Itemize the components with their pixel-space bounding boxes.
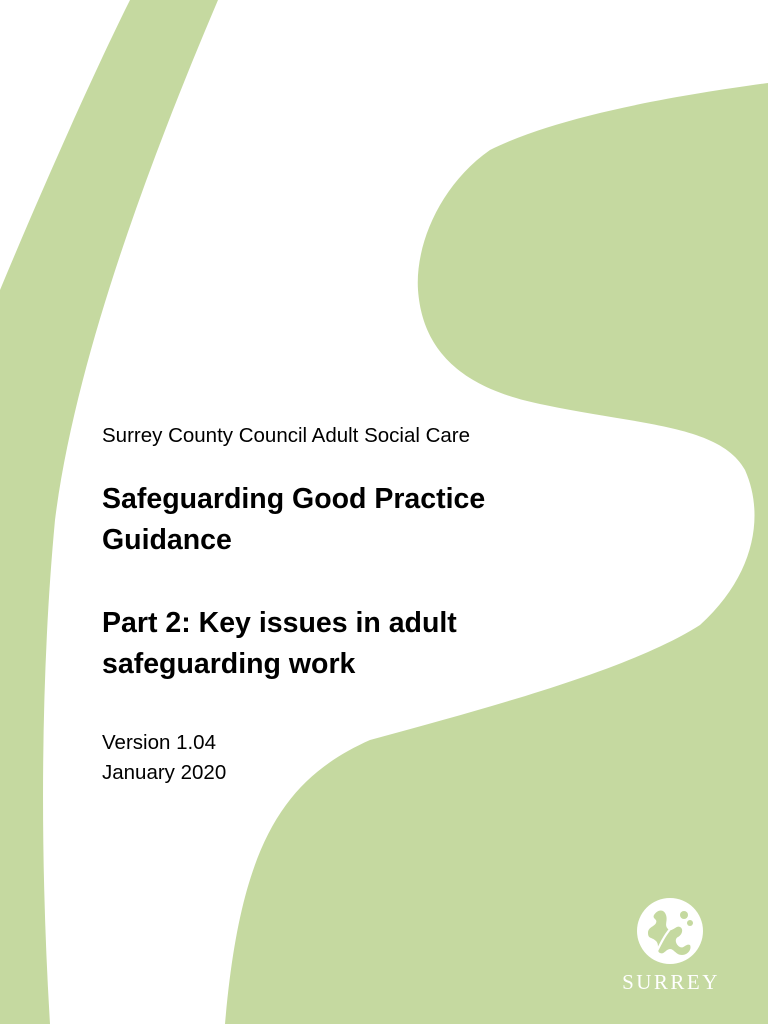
version-info (102, 728, 562, 788)
cover-text (102, 420, 562, 788)
publication-date: January 2020 (102, 761, 227, 784)
oak-leaf-emblem-icon (634, 895, 706, 967)
document-subtitle: Part 2: Key issues in adult safeguarding work (102, 607, 457, 680)
document-title: Safeguarding Good Practice Guidance (102, 483, 486, 556)
surrey-logo (612, 895, 732, 995)
version-number: Version 1.04 (102, 731, 216, 754)
logo-wordmark: SURREY (622, 970, 720, 994)
organisation-name: Surrey County Council Adult Social Care (102, 424, 471, 447)
